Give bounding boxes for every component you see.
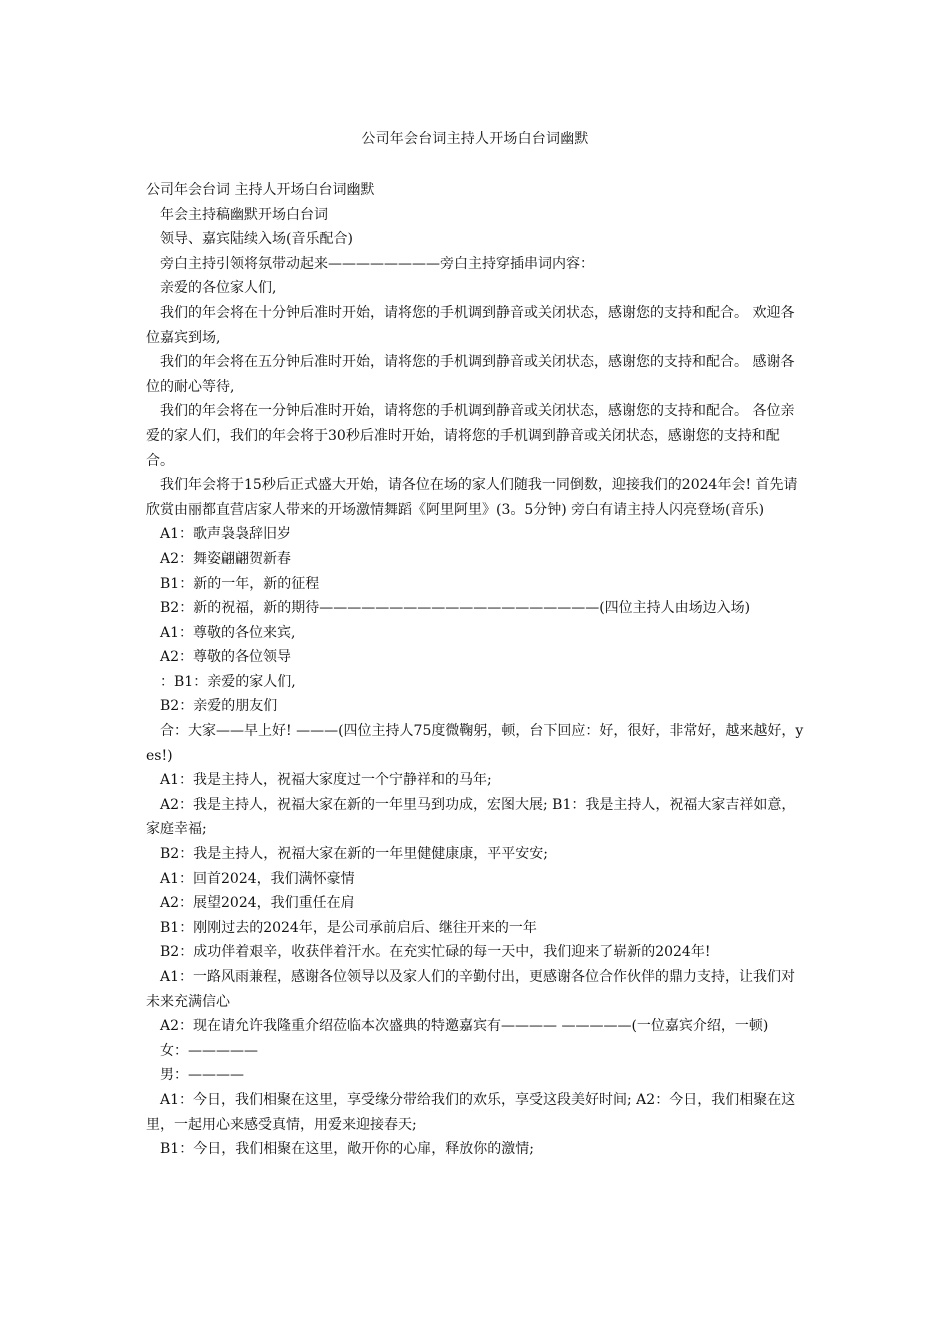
paragraph: A2：舞姿翩翩贺新春 xyxy=(160,550,292,567)
paragraph: 旁白主持引领将氛带动起来————————旁白主持穿插串词内容： xyxy=(160,255,594,272)
paragraph: A2：现在请允许我隆重介绍莅临本次盛典的特邀嘉宾有———— —————(一位嘉宾介绍，一顿) xyxy=(160,1018,769,1035)
paragraph: A1：歌声袅袅辞旧岁 xyxy=(160,526,292,543)
paragraph: B2：亲爱的朋友们 xyxy=(160,698,278,715)
document-title: 公司年会台词主持人开场白台词幽默 xyxy=(361,131,589,147)
paragraph: 领导、嘉宾陆续入场(音乐配合) xyxy=(160,231,353,248)
paragraph: B2：我是主持人，祝福大家在新的一年里健健康康，平平安安; xyxy=(160,846,548,863)
paragraph: 女：————— xyxy=(160,1042,258,1059)
paragraph: 年会主持稿幽默开场白台词 xyxy=(160,206,328,223)
paragraph: 公司年会台词 主持人开场白台词幽默 xyxy=(146,182,375,198)
paragraph: B1：新的一年，新的征程 xyxy=(160,575,320,592)
paragraph: 我们年会将于15秒后正式盛大开始，请各位在场的家人们随我一同倒数，迎接我们的2024年会! 首先请欣赏由丽都直营店家人带来的开场激情舞蹈《阿里阿里》(3。5分钟) 旁白有请主持人闪亮登场(音乐) xyxy=(146,477,798,518)
paragraph: B2：成功伴着艰辛，收获伴着汗水。在充实忙碌的每一天中，我们迎来了崭新的2024年! xyxy=(160,944,711,961)
paragraph: A1：一路风雨兼程，感谢各位领导以及家人们的辛勤付出，更感谢各位合作伙伴的鼎力支持，让我们对未来充满信心 xyxy=(146,969,796,1010)
paragraph: B1：今日，我们相聚在这里，敞开你的心扉，释放你的激情; xyxy=(160,1141,534,1158)
paragraph: A2：我是主持人，祝福大家在新的一年里马到功成，宏图大展; B1：我是主持人，祝福大家吉祥如意，家庭幸福; xyxy=(146,796,796,838)
paragraph: B2：新的祝福，新的期待————————————————————(四位主持人由场边入场) xyxy=(160,600,751,617)
paragraph: 我们的年会将在五分钟后准时开始，请将您的手机调到静音或关闭状态，感谢您的支持和配合。 感谢各位的耐心等待, xyxy=(146,354,795,395)
paragraph: 我们的年会将在一分钟后准时开始，请将您的手机调到静音或关闭状态，感谢您的支持和配合。 各位亲爱的家人们，我们的年会将于30秒后准时开始，请将您的手机调到静音或关闭状态，感谢您的支持和配合。 xyxy=(146,403,795,469)
paragraph: 亲爱的各位家人们, xyxy=(160,280,277,297)
paragraph: B1：刚刚过去的2024年，是公司承前启后、继往开来的一年 xyxy=(160,919,537,936)
paragraph: 男：———— xyxy=(160,1067,244,1084)
paragraph: A2：尊敬的各位领导 xyxy=(160,649,292,666)
paragraph: ：B1：亲爱的家人们, xyxy=(160,673,296,690)
paragraph: A1：回首2024，我们满怀豪情 xyxy=(160,870,355,887)
paragraph: A1：我是主持人，祝福大家度过一个宁静祥和的马年; xyxy=(160,772,492,789)
paragraph: A2：展望2024，我们重任在肩 xyxy=(160,895,355,912)
paragraph: A1：今日，我们相聚在这里，享受缘分带给我们的欢乐，享受这段美好时间; A2：今日，我们相聚在这里，一起用心来感受真情，用爱来迎接春天; xyxy=(146,1091,796,1133)
paragraph: 我们的年会将在十分钟后准时开始，请将您的手机调到静音或关闭状态，感谢您的支持和配合。 欢迎各位嘉宾到场, xyxy=(146,304,795,346)
document-body xyxy=(146,178,806,1162)
paragraph: 合：大家——早上好! ———(四位主持人75度微鞠躬，顿，台下回应：好，很好，非常好，越来越好，yes!) xyxy=(146,723,804,764)
paragraph: A1：尊敬的各位来宾, xyxy=(160,624,296,641)
